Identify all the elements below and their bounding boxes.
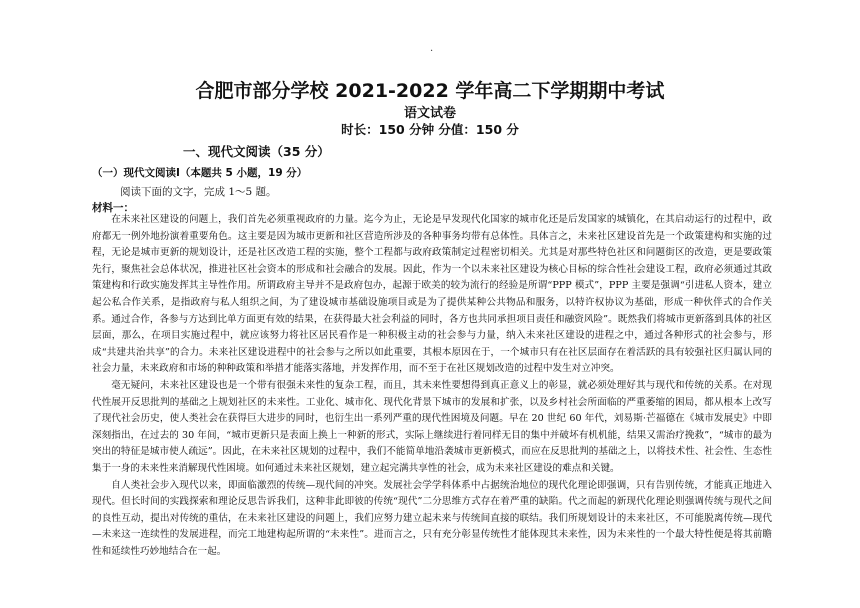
passage-paragraph: 在未来社区建设的问题上，我们首先必须重视政府的力量。迄今为止，无论是早发现代化国家的城市化还是后发国家的城镇化，在其启动运行的过程中，政府都无一例外地扮演着重要角色。这主要是因为城市更新和社区营造所涉及的各种事务均带有总体性。具体言之，未来社区建设首先是一个政策建构和实施的过程，无论是城市更新的规划设计，还是社区改造工程的实施，整个工程都与政府政策制定过程密切相关。尤其是对那些特色社区和问题街区的改造，更是要政策先行，聚焦社会总体状况，推进社区社会资本的形成和社会融合的发展。因此，作为一个以未来社区建设为核心目标的综合性社会建设工程，政府必须通过其政策建构和行政实施发挥其主导性作用。所谓政府主导并不是政府包办，起源于欧美的较为流行的经验是所谓“PPP 模式”，PPP 主要是强调“引进私人资本，建立起公私合作关系，是指政府与私人组织之间，为了建设城市基础设施项目或是为了提供某种公共物品和服务，以特许权协议为基础，形成一种伙伴式的合作关系。通过合作，各参与方达到比单方面更有效的结果，在获得最大社会利益的同时，各方也共同承担项目责任和融资风险”。既然我们将城市更新落到具体的社区层面，那么，在项目实施过程中，就应该努力将社区居民看作是一种积极主动的社会参与力量，纳入未来社区建设的进程之中，通过各种形式的社会参与，形成“共建共治共享”的合力。未来社区建设进程中的社会参与之所以如此重要，其根本原因在于，一个城市只有在社区层面存在着活跃的具有较强社区归属认同的社会力量，未来政府和市场的种种政策和举措才能落实落地，并发挥作用，而不至于在社区规划改造的过程中发生对立冲突。 (92, 214, 772, 375)
exam-subtitle: 语文试卷 (403, 106, 456, 121)
header-dot: · (430, 46, 434, 57)
reading-instruction: 阅读下面的文字，完成 1～5 题。 (120, 186, 277, 198)
exam-time-info: 时长：150 分钟 分值：150 分 (341, 122, 519, 137)
subsection-heading: （一）现代文阅读Ⅰ（本题共 5 小题，19 分） (92, 167, 308, 179)
exam-title: 合肥市部分学校 2021-2022 学年高二下学期期中考试 (195, 80, 665, 102)
section-heading: 一、现代文阅读（35 分） (183, 144, 330, 159)
passage-paragraph: 自人类社会步入现代以来，即面临激烈的传统—现代间的冲突。发展社会学学科体系中占据统治地位的现代化理论即强调，只有告别传统，才能真正地进入现代。但长时间的实践探索和理论反思告诉我们，这种非此即彼的传统“现代”二分思维方式存在着严重的缺陷。代之而起的新现代化理论则强调传统与现代之间的良性互动，提出对传统的重估，在未来社区建设的问题上，我们应努力建立起未来与传统间直接的联结。我们所规划设计的未来社区，不可能脱离传统—现代—未来这一连续性的发展进程，而完工地建构起所谓的“未来性”。进而言之，只有充分彰显传统性才能体现其未来性，因为未来性的一个最大特性便是将其前瞻性和延续性巧妙地结合在一起。 (92, 479, 772, 557)
material-label: 材料一： (92, 202, 134, 214)
passage-body (92, 212, 772, 560)
passage-paragraph: 毫无疑问，未来社区建设也是一个带有很强未来性的复杂工程，而且，其未来性要想得到真正意义上的彰显，就必须处理好其与现代和传统的关系。在对现代性展开反思批判的基础之上规划社区的未来性。工业化、城市化、现代化背景下城市的发展和扩张，以及乡村社会所面临的严重萎缩的困局，都从根本上改写了现代社会历史，使人类社会在获得巨大进步的同时，也衍生出一系列严重的现代性困境及问题。早在 20 世纪 60 年代，刘易斯·芒福德在《城市发展史》中即深刻指出，在过去的 30 年间，“城市更新只是表面上换上一种新的形式，实际上继续进行着同样无目的集中并破坏有机机能，结果又需治疗挽救”，“城市的最为突出的特征是城市使人疏远”。因此，在未来社区规划的过程中，我们不能简单地沿袭城市更新模式，而应在反思批判的基础之上，以将技术性、社会性、生态性集于一身的未来性来消解现代性困境。如何通过未来社区规划，建立起完满共享性的社会，成为未来社区建设的难点和关键。 (92, 379, 772, 474)
